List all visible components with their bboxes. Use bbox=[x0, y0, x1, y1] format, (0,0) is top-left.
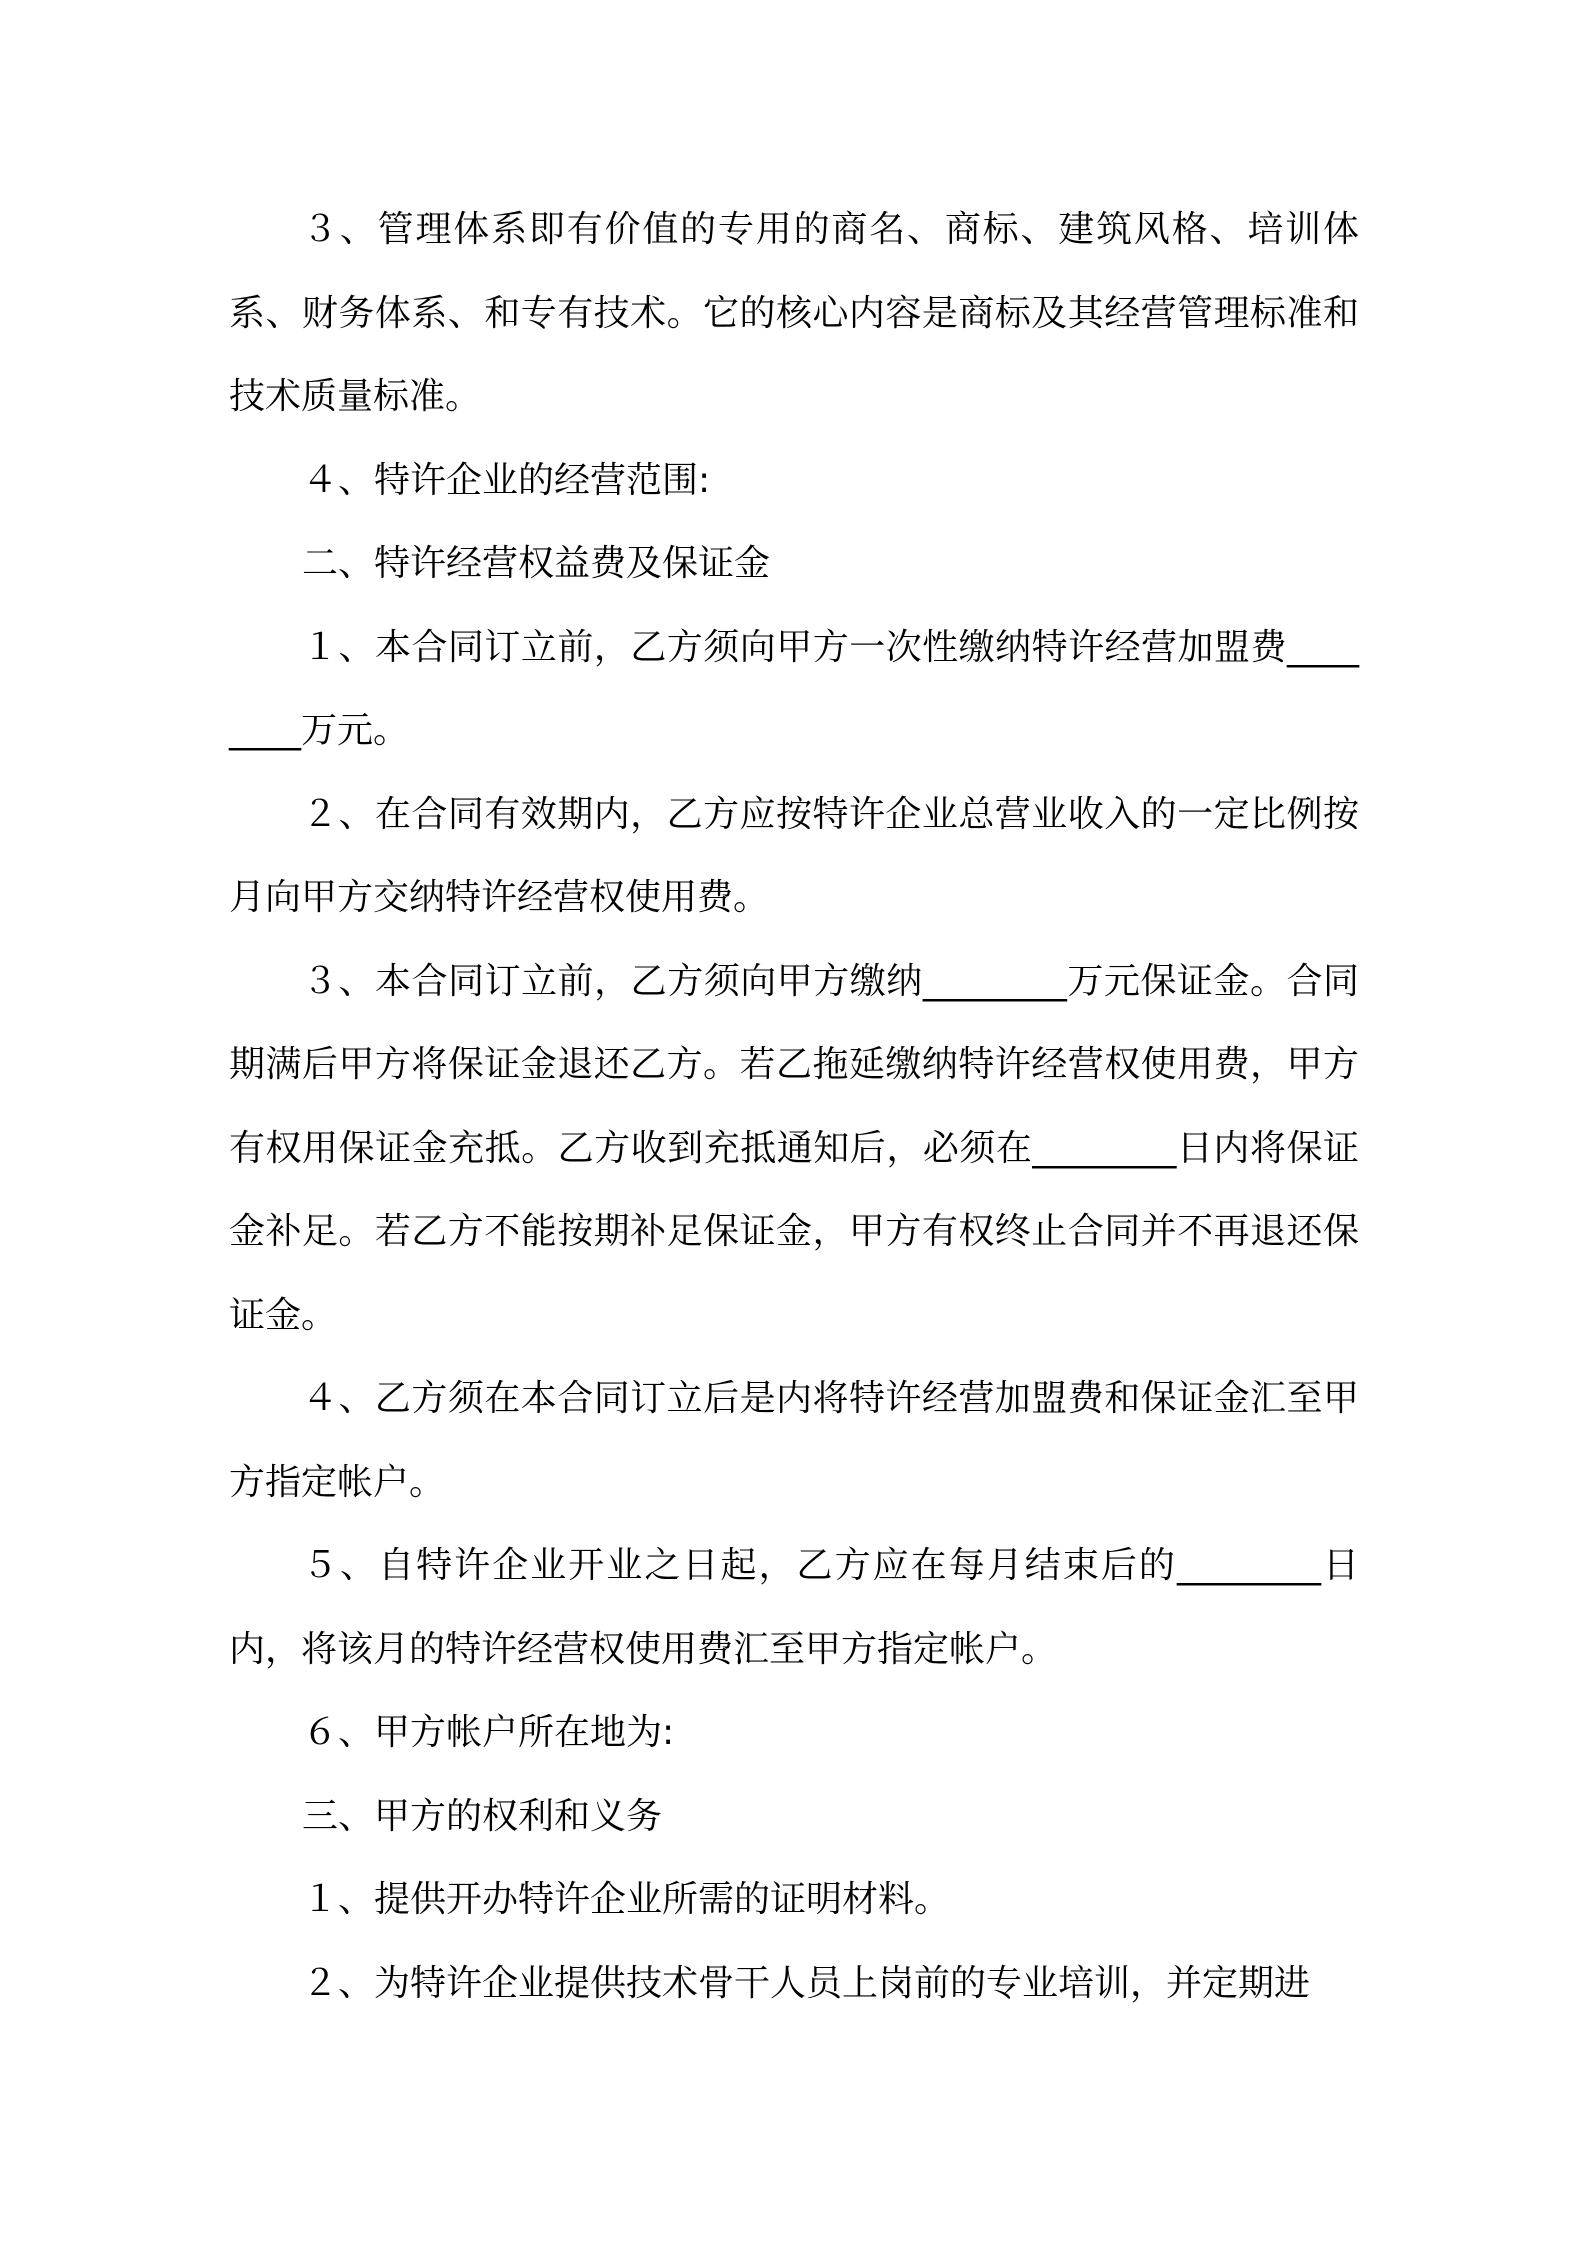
paragraph-royalty: ２、在合同有效期内，乙方应按特许企业总营业收入的一定比例按月向甲方交纳特许经营权使用费。 bbox=[229, 793, 1359, 918]
paragraph-franchise-fee: １、本合同订立前，乙方须向甲方一次性缴纳特许经营加盟费________万元。 bbox=[229, 626, 1359, 751]
paragraph-business-scope: ４、特许企业的经营范围: bbox=[302, 459, 711, 501]
paragraph-training: ２、为特许企业提供技术骨干人员上岗前的专业培训，并定期进 bbox=[302, 1962, 1311, 2004]
section-heading-party-a-rights: 三、甲方的权利和义务 bbox=[302, 1795, 663, 1837]
paragraph-account-location: ６、甲方帐户所在地为: bbox=[302, 1712, 675, 1753]
document-body bbox=[229, 188, 1359, 2025]
section-heading-fees-deposit: 二、特许经营权益费及保证金 bbox=[302, 543, 771, 584]
paragraph-management-system: ３、管理体系即有价值的专用的商名、商标、建筑风格、培训体系、财务体系、和专有技术。它的核心内容是商标及其经营管理标准和技术质量标准。 bbox=[229, 209, 1359, 417]
paragraph-monthly-payment: ５、自特许企业开业之日起，乙方应在每月结束后的________日内，将该月的特许经营权使用费汇至甲方指定帐户。 bbox=[229, 1545, 1359, 1670]
paragraph-deposit: ３、本合同订立前，乙方须向甲方缴纳________万元保证金。合同期满后甲方将保证金退还乙方。若乙拖延缴纳特许经营权使用费，甲方有权用保证金充抵。乙方收到充抵通知后，必须在________日内将保证金补足。若乙方不能按期补足保证金，甲方有权终止合同并不再退还保证金。 bbox=[229, 960, 1359, 1336]
paragraph-certificates: １、提供开办特许企业所需的证明材料。 bbox=[302, 1879, 951, 1920]
paragraph-remittance: ４、乙方须在本合同订立后是内将特许经营加盟费和保证金汇至甲方指定帐户。 bbox=[229, 1378, 1359, 1503]
